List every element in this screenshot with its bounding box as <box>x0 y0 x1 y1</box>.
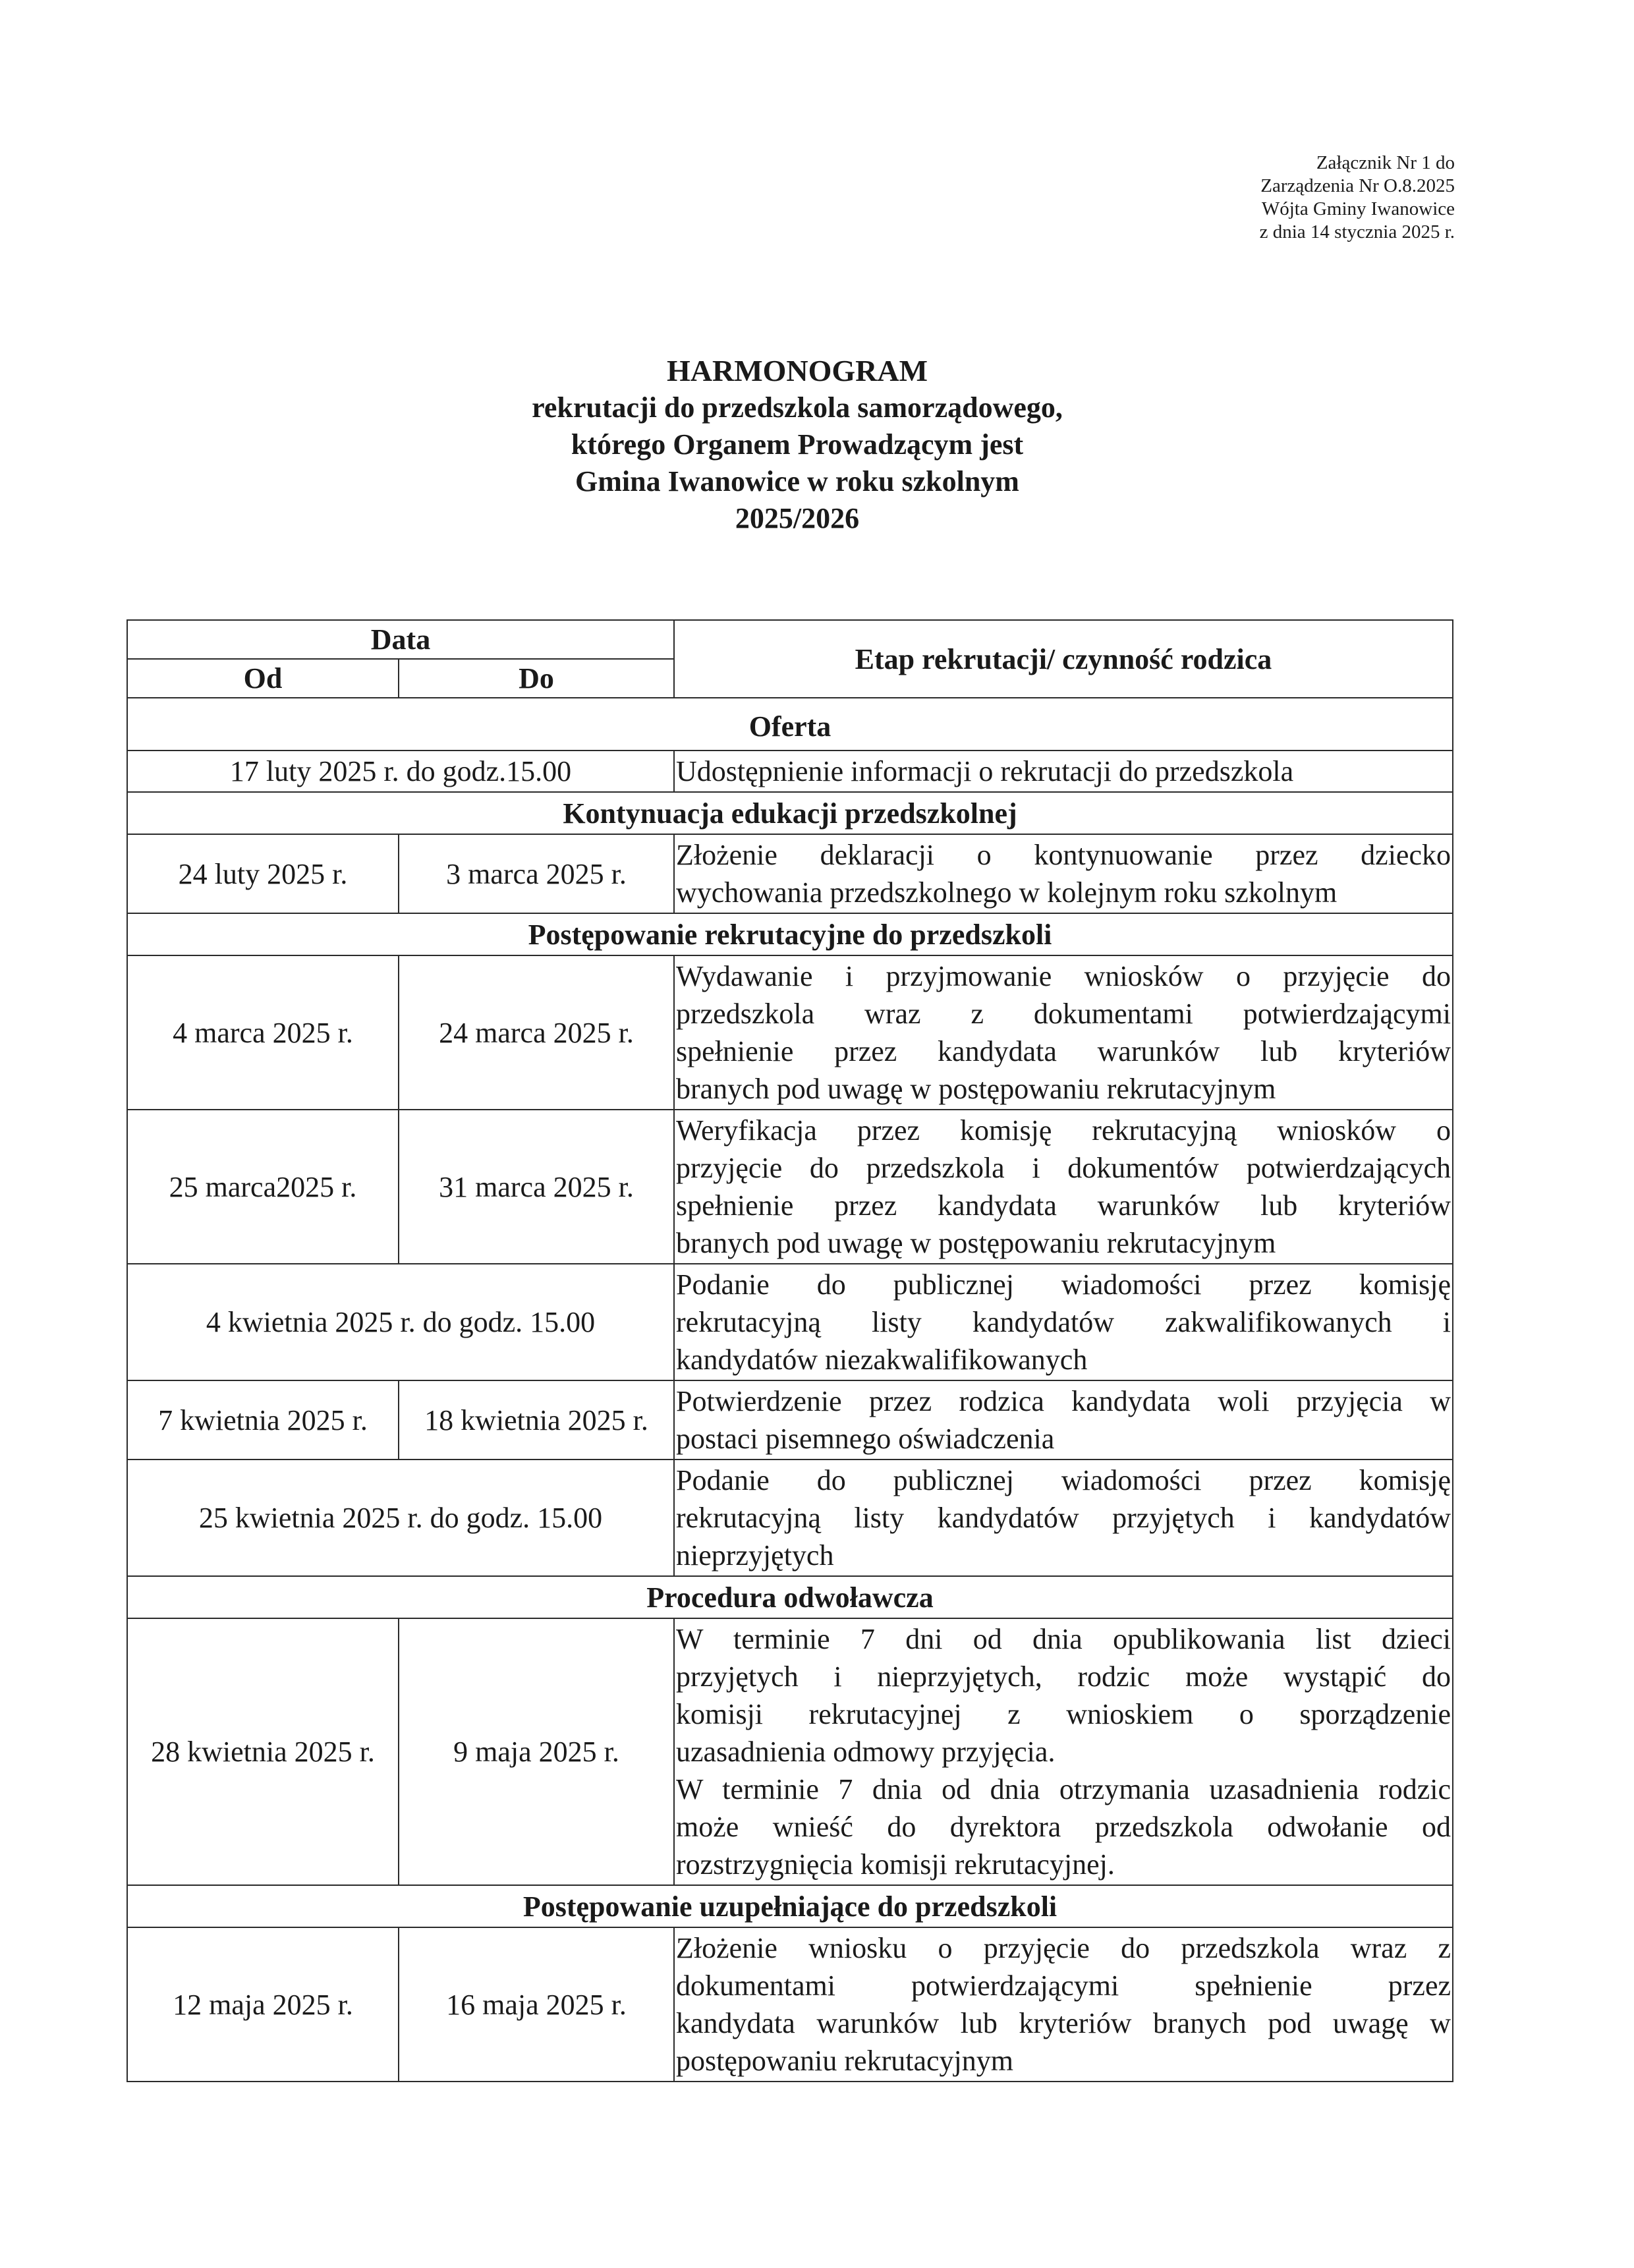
section-postepowanie: Postępowanie rekrutacyjne do przedszkoli <box>127 913 1453 955</box>
header-etap: Etap rekrutacji/ czynność rodzica <box>674 620 1453 698</box>
activity-cell <box>674 1460 1453 1576</box>
activity-line: branych pod uwagę w postępowaniu rekrutacyjnym <box>676 1227 1276 1259</box>
activity-line: Wydawanie i przyjmowanie wniosków o przyjęcie do <box>676 960 1451 992</box>
activity-line: W terminie 7 dni od dnia opublikowania list dzieci <box>676 1623 1451 1655</box>
title-line: rekrutacji do przedszkola samorządowego, <box>532 391 1063 424</box>
activity-cell <box>674 1264 1453 1380</box>
activity-line: przedszkola wraz z dokumentami potwierdzającymi <box>676 998 1451 1030</box>
section-oferta: Oferta <box>127 698 1453 751</box>
title-main: HARMONOGRAM <box>666 354 928 387</box>
header-do: Do <box>399 659 674 698</box>
activity-line: przyjętych i nieprzyjętych, rodzic może wystąpić do <box>676 1660 1451 1693</box>
activity-line: spełnienie przez kandydata warunków lub kryteriów <box>676 1189 1451 1222</box>
activity-line: branych pod uwagę w postępowaniu rekrutacyjnym <box>676 1073 1276 1105</box>
section-row <box>127 1576 1453 1618</box>
activity-cell <box>674 1618 1453 1885</box>
title-line: Gmina Iwanowice w roku szkolnym <box>575 465 1019 497</box>
date-range: 25 kwietnia 2025 r. do godz. 15.00 <box>127 1460 674 1576</box>
activity-line: postępowaniu rekrutacyjnym <box>676 2045 1013 2077</box>
activity-cell <box>674 1927 1453 2082</box>
table-row <box>127 751 1453 792</box>
date-to: 9 maja 2025 r. <box>399 1618 674 1885</box>
activity-line: nieprzyjętych <box>676 1539 834 1572</box>
activity-line: Złożenie deklaracji o kontynuowanie przez dziecko <box>676 839 1451 871</box>
activity-line: spełnienie przez kandydata warunków lub kryteriów <box>676 1035 1451 1067</box>
attachment-line: Wójta Gminy Iwanowice <box>1261 198 1455 219</box>
attachment-line: Zarządzenia Nr O.8.2025 <box>1260 175 1455 196</box>
activity-line: Potwierdzenie przez rodzica kandydata woli przyjęcia w <box>676 1385 1451 1417</box>
activity-line: wychowania przedszkolnego w kolejnym roku szkolnym <box>676 876 1338 909</box>
date-to: 3 marca 2025 r. <box>399 834 674 913</box>
table-row <box>127 1618 1453 1885</box>
activity-line: Podanie do publicznej wiadomości przez komisję <box>676 1268 1451 1301</box>
title-line: którego Organem Prowadzącym jest <box>571 428 1024 461</box>
activity-line: kandydata warunków lub kryteriów branych pod uwagę w <box>676 2007 1451 2039</box>
header-od: Od <box>127 659 399 698</box>
activity-line: Weryfikacja przez komisję rekrutacyjną wniosków o <box>676 1114 1451 1147</box>
schedule-table <box>127 619 1453 2082</box>
activity-line: rekrutacyjną listy kandydatów przyjętych i kandydatów <box>676 1502 1451 1534</box>
activity-line: uzasadnienia odmowy przyjęcia. <box>676 1736 1056 1768</box>
date-from: 25 marca2025 r. <box>127 1110 399 1264</box>
date-from: 7 kwietnia 2025 r. <box>127 1380 399 1460</box>
attachment-line: Załącznik Nr 1 do <box>1316 152 1455 173</box>
activity-line: dokumentami potwierdzającymi spełnienie przez <box>676 1970 1451 2002</box>
activity-line: postaci pisemnego oświadczenia <box>676 1423 1055 1455</box>
activity-cell <box>674 1110 1453 1264</box>
section-row <box>127 1885 1453 1927</box>
activity-cell <box>674 955 1453 1110</box>
activity-cell <box>674 1380 1453 1460</box>
section-uzupelniajace: Postępowanie uzupełniające do przedszkoli <box>127 1885 1453 1927</box>
activity-line: kandydatów niezakwalifikowanych <box>676 1344 1088 1376</box>
activity-cell <box>674 834 1453 913</box>
table-row <box>127 1264 1453 1380</box>
activity-cell <box>674 751 1453 792</box>
date-to: 18 kwietnia 2025 r. <box>399 1380 674 1460</box>
activity-line: rekrutacyjną listy kandydatów zakwalifikowanych i <box>676 1306 1451 1338</box>
date-from: 24 luty 2025 r. <box>127 834 399 913</box>
attachment-note <box>1112 152 1455 244</box>
section-odwolawcza: Procedura odwoławcza <box>127 1576 1453 1618</box>
section-row <box>127 913 1453 955</box>
date-range: 17 luty 2025 r. do godz.15.00 <box>127 751 674 792</box>
activity-line: Udostępnienie informacji o rekrutacji do przedszkola <box>676 755 1294 787</box>
title-line: 2025/2026 <box>735 502 860 534</box>
header-data: Data <box>127 620 674 659</box>
table-row <box>127 834 1453 913</box>
activity-line: Podanie do publicznej wiadomości przez komisję <box>676 1464 1451 1496</box>
attachment-line: z dnia 14 stycznia 2025 r. <box>1259 221 1455 242</box>
date-range: 4 kwietnia 2025 r. do godz. 15.00 <box>127 1264 674 1380</box>
activity-line: może wnieść do dyrektora przedszkola odwołanie od <box>676 1811 1451 1843</box>
activity-line: przyjęcie do przedszkola i dokumentów potwierdzających <box>676 1152 1451 1184</box>
date-from: 12 maja 2025 r. <box>127 1927 399 2082</box>
table-row <box>127 1927 1453 2082</box>
table-row <box>127 1380 1453 1460</box>
section-row <box>127 698 1453 751</box>
date-from: 28 kwietnia 2025 r. <box>127 1618 399 1885</box>
date-to: 24 marca 2025 r. <box>399 955 674 1110</box>
date-to: 31 marca 2025 r. <box>399 1110 674 1264</box>
activity-line: rozstrzygnięcia komisji rekrutacyjnej. <box>676 1848 1115 1881</box>
date-from: 4 marca 2025 r. <box>127 955 399 1110</box>
table-row <box>127 1460 1453 1576</box>
document-title <box>422 353 1173 537</box>
section-row <box>127 792 1453 834</box>
section-kontynuacja: Kontynuacja edukacji przedszkolnej <box>127 792 1453 834</box>
date-to: 16 maja 2025 r. <box>399 1927 674 2082</box>
activity-line: W terminie 7 dnia od dnia otrzymania uzasadnienia rodzic <box>676 1773 1451 1805</box>
table-row <box>127 955 1453 1110</box>
activity-line: komisji rekrutacyjnej z wnioskiem o sporządzenie <box>676 1698 1451 1730</box>
header-row <box>127 620 1453 659</box>
activity-line: Złożenie wniosku o przyjęcie do przedszkola wraz z <box>676 1932 1451 1964</box>
table-row <box>127 1110 1453 1264</box>
